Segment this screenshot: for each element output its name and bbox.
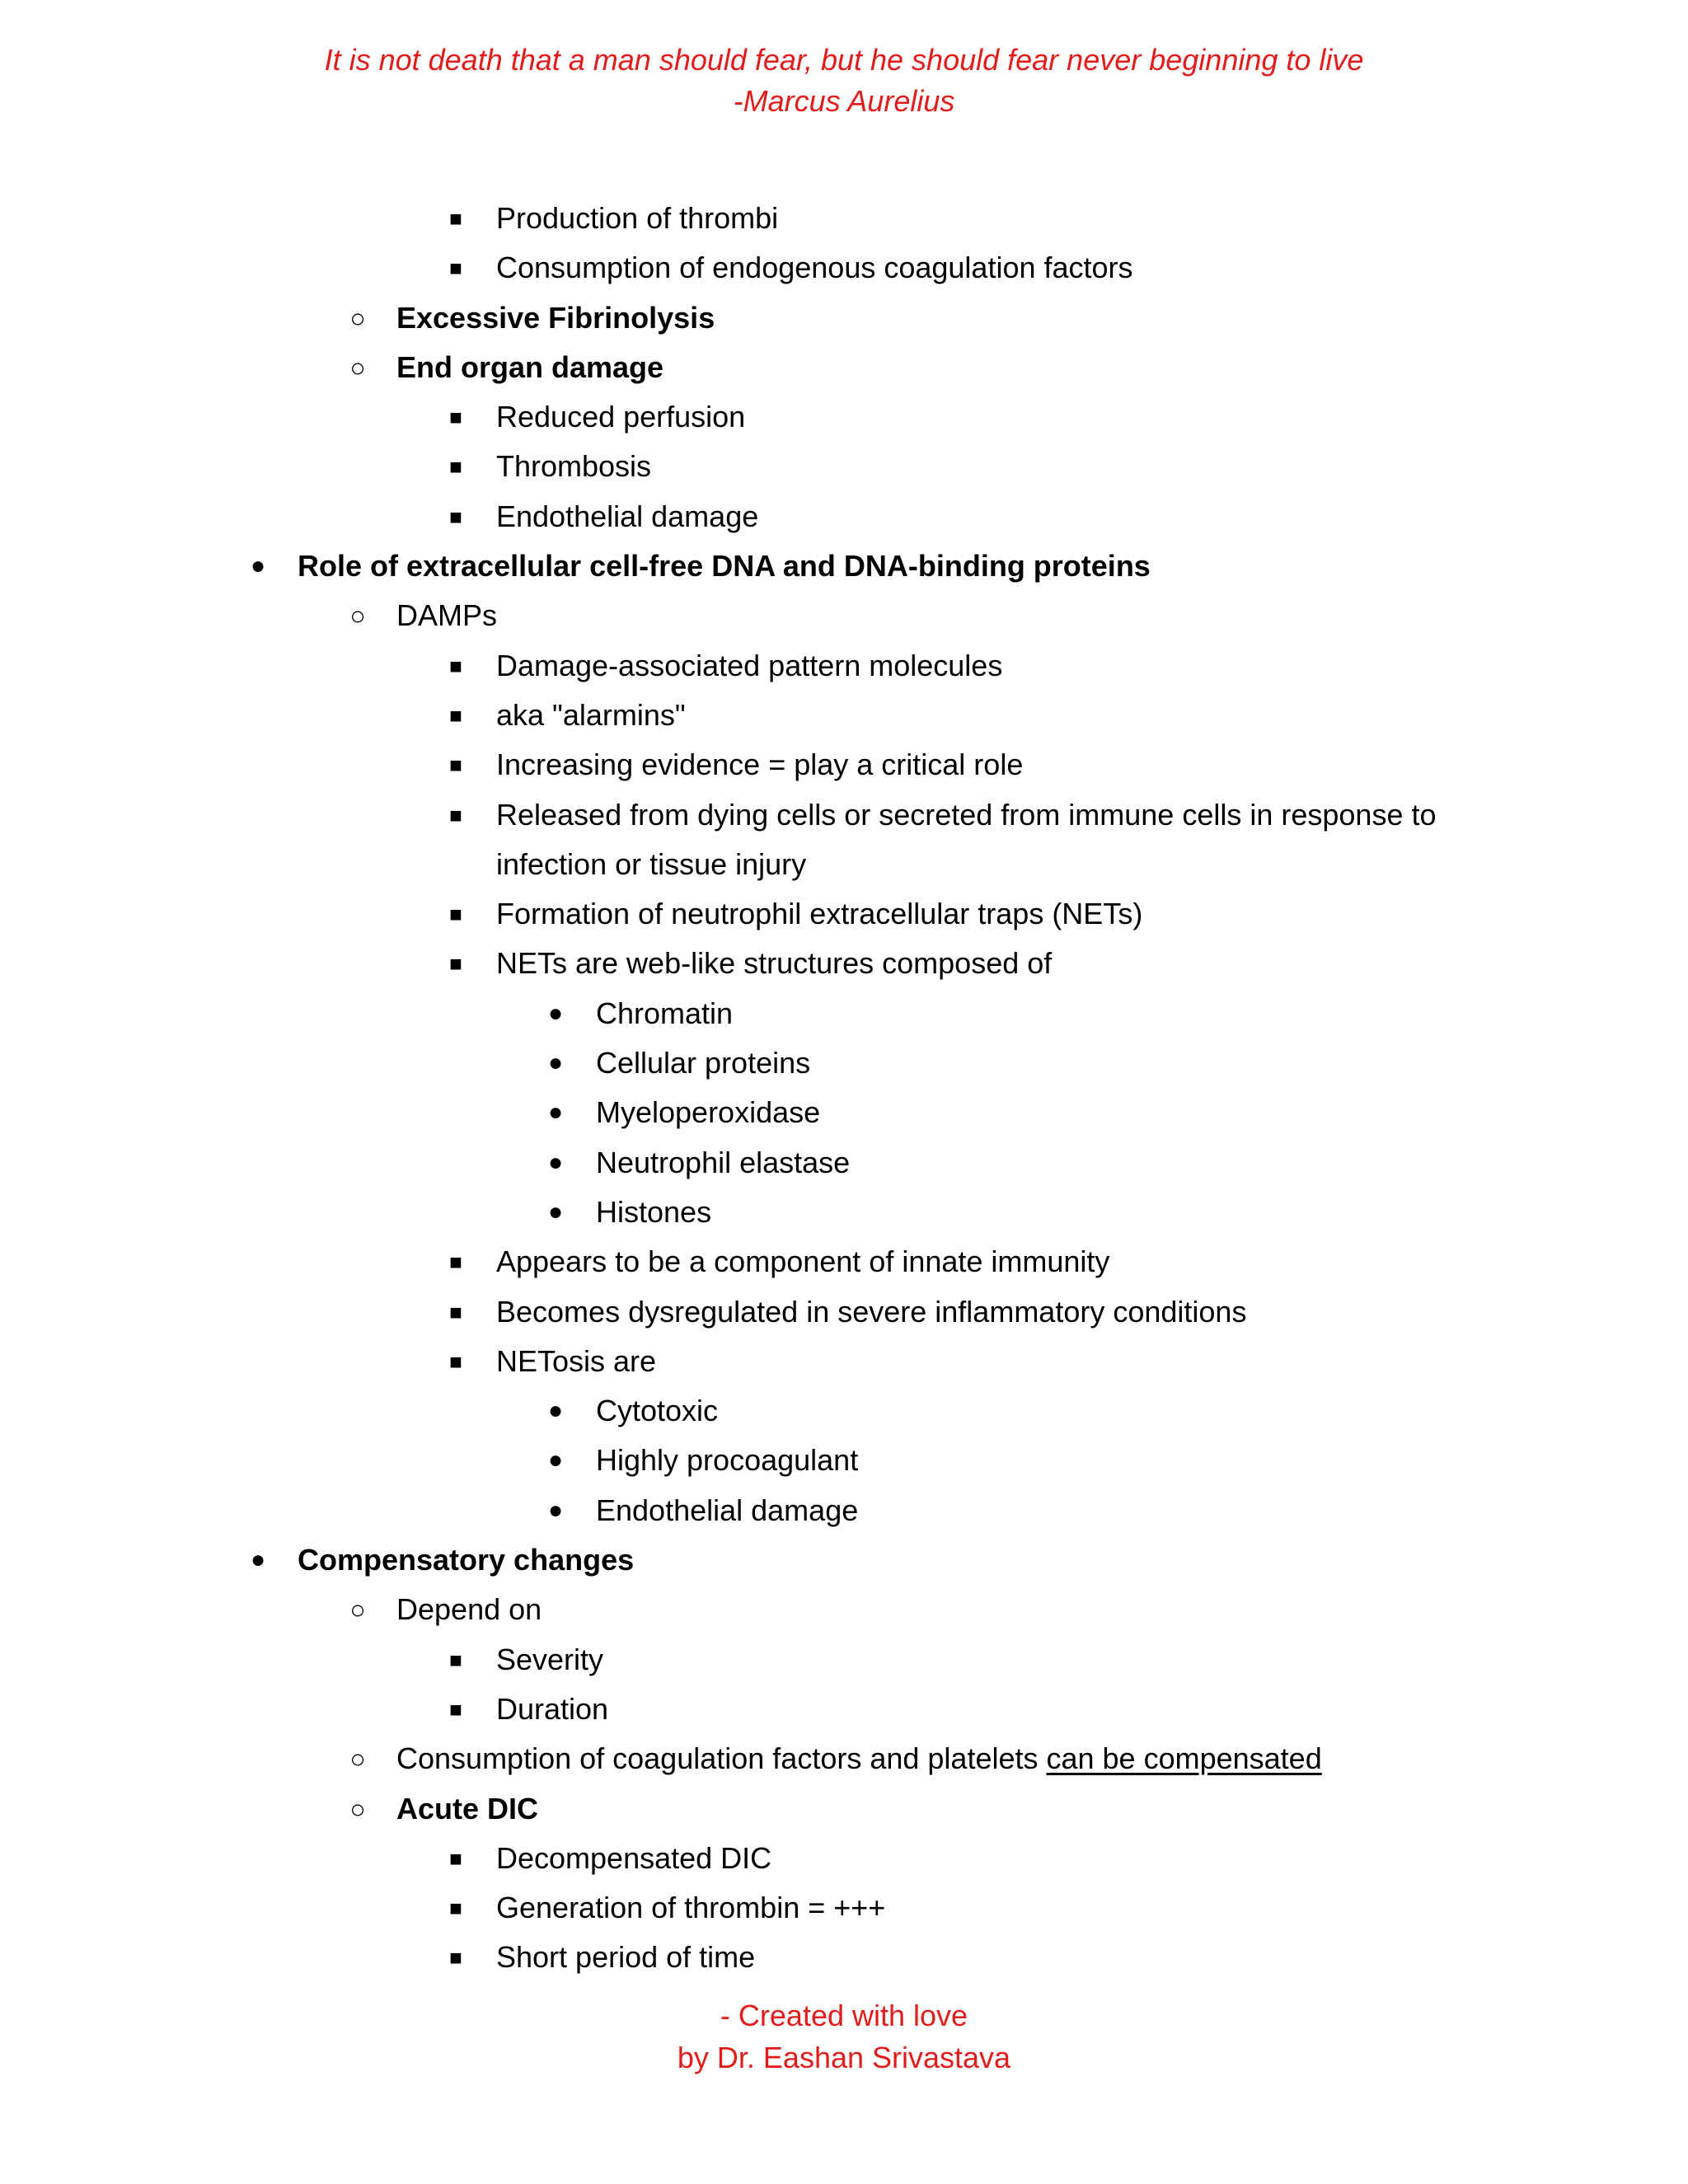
filled-circle-bullet-icon: ● xyxy=(250,1546,266,1574)
list-item-text: Damage-associated pattern molecules xyxy=(496,648,1003,682)
list-item-text: Severity xyxy=(496,1642,604,1676)
list-item-text: Reduced perfusion xyxy=(496,400,746,434)
list-item xyxy=(0,889,1688,939)
list-item-heading: Excessive Fibrinolysis xyxy=(396,300,715,335)
list-item xyxy=(0,1386,1688,1436)
square-bullet-icon: ■ xyxy=(449,405,462,430)
filled-circle-bullet-icon: ● xyxy=(547,1148,564,1176)
list-item xyxy=(0,1138,1688,1188)
filled-circle-bullet-icon: ● xyxy=(547,1397,564,1425)
list-item-text: Cytotoxic xyxy=(596,1394,719,1428)
section-heading: Compensatory changes xyxy=(298,1543,635,1577)
square-bullet-icon: ■ xyxy=(449,702,462,728)
list-item xyxy=(0,641,1688,691)
list-item-text: NETs are web-like structures composed of xyxy=(496,946,1053,981)
list-item-text: Histones xyxy=(596,1194,712,1229)
quote-text: It is not death that a man should fear, but he should fear never beginning to live xyxy=(324,43,1364,77)
list-item-heading: Acute DIC xyxy=(396,1791,539,1825)
list-item xyxy=(0,343,1688,392)
hollow-circle-bullet-icon: ○ xyxy=(349,302,366,333)
list-item xyxy=(0,1535,1688,1585)
filled-circle-bullet-icon: ● xyxy=(547,1446,564,1474)
quote-author: -Marcus Aurelius xyxy=(733,84,955,118)
list-item xyxy=(0,1734,1688,1783)
footer-line-2: by Dr. Eashan Srivastava xyxy=(677,2041,1011,2074)
list-item-text: Depend on xyxy=(396,1592,542,1627)
list-item-text: Cellular proteins xyxy=(596,1046,811,1080)
list-item xyxy=(0,1933,1688,1982)
list-item-text xyxy=(396,1734,1322,1783)
list-item-text: Short period of time xyxy=(496,1940,756,1975)
list-item xyxy=(0,1188,1688,1237)
square-bullet-icon: ■ xyxy=(449,504,462,529)
list-item-text: Appears to be a component of innate immunity xyxy=(496,1244,1110,1279)
list-item xyxy=(0,1784,1688,1834)
list-item xyxy=(0,541,1688,591)
list-item xyxy=(0,691,1688,740)
hollow-circle-bullet-icon: ○ xyxy=(349,1744,366,1774)
list-item-text: Becomes dysregulated in severe inflammatory conditions xyxy=(496,1294,1247,1329)
list-item-text-plain: Consumption of coagulation factors and platelets xyxy=(396,1741,1047,1776)
square-bullet-icon: ■ xyxy=(449,454,462,480)
underlined-phrase: can be compensated xyxy=(1046,1741,1322,1776)
quote-header xyxy=(0,40,1688,122)
list-item xyxy=(0,939,1688,988)
list-item xyxy=(0,1635,1688,1685)
list-item xyxy=(0,740,1688,790)
square-bullet-icon: ■ xyxy=(449,1896,462,1921)
list-item xyxy=(0,1883,1688,1933)
list-item xyxy=(0,1237,1688,1286)
hollow-circle-bullet-icon: ○ xyxy=(349,352,366,382)
list-item xyxy=(0,392,1688,442)
list-item xyxy=(0,194,1688,243)
list-item xyxy=(0,243,1688,293)
square-bullet-icon: ■ xyxy=(449,1696,462,1722)
list-item xyxy=(0,1287,1688,1337)
list-item xyxy=(0,1834,1688,1883)
notes-outline xyxy=(0,194,1688,1983)
square-bullet-icon: ■ xyxy=(449,951,462,977)
square-bullet-icon: ■ xyxy=(449,802,462,827)
list-item-text: Consumption of endogenous coagulation factors xyxy=(496,251,1133,285)
list-item xyxy=(0,492,1688,541)
square-bullet-icon: ■ xyxy=(449,1845,462,1871)
hollow-circle-bullet-icon: ○ xyxy=(349,1595,366,1625)
filled-circle-bullet-icon: ● xyxy=(547,1496,564,1524)
list-item-text: Released from dying cells or secreted from immune cells in response to infection or tissue injury xyxy=(496,797,1437,881)
filled-circle-bullet-icon: ● xyxy=(547,1099,564,1127)
list-item-text: Chromatin xyxy=(596,996,734,1030)
list-item-text: Generation of thrombin = +++ xyxy=(496,1891,886,1925)
credit-footer xyxy=(0,1994,1688,2079)
square-bullet-icon: ■ xyxy=(449,752,462,778)
list-item-text: Highly procoagulant xyxy=(596,1443,859,1478)
list-item-text: Endothelial damage xyxy=(596,1493,859,1527)
list-item-text: Thrombosis xyxy=(496,449,652,484)
list-item-text: Production of thrombi xyxy=(496,201,779,235)
square-bullet-icon: ■ xyxy=(449,1348,462,1374)
list-item-text: Endothelial damage xyxy=(496,499,759,533)
footer-line-1: - Created with love xyxy=(720,1999,968,2032)
list-item-text: aka "alarmins" xyxy=(496,697,686,732)
list-item xyxy=(0,1585,1688,1634)
square-bullet-icon: ■ xyxy=(449,1299,462,1324)
list-item xyxy=(0,1685,1688,1734)
list-item-text: Myeloperoxidase xyxy=(596,1095,821,1130)
square-bullet-icon: ■ xyxy=(449,902,462,927)
hollow-circle-bullet-icon: ○ xyxy=(349,601,366,631)
list-item xyxy=(0,1486,1688,1535)
list-item-text: Neutrophil elastase xyxy=(596,1145,851,1179)
square-bullet-icon: ■ xyxy=(449,255,462,281)
list-item-text: NETosis are xyxy=(496,1343,657,1378)
filled-circle-bullet-icon: ● xyxy=(547,1197,564,1226)
list-item xyxy=(0,591,1688,640)
list-item-text: Decompensated DIC xyxy=(496,1840,772,1875)
list-item xyxy=(0,1088,1688,1137)
list-item xyxy=(0,989,1688,1038)
list-item-heading: End organ damage xyxy=(396,349,664,384)
square-bullet-icon: ■ xyxy=(449,206,462,231)
list-item-text: Duration xyxy=(496,1691,609,1726)
filled-circle-bullet-icon: ● xyxy=(547,1049,564,1077)
list-item xyxy=(0,1337,1688,1386)
square-bullet-icon: ■ xyxy=(449,1945,462,1971)
list-item xyxy=(0,1038,1688,1088)
list-item xyxy=(0,1436,1688,1485)
section-heading: Role of extracellular cell-free DNA and DNA-binding proteins xyxy=(298,549,1151,583)
list-item xyxy=(0,790,1688,890)
hollow-circle-bullet-icon: ○ xyxy=(349,1793,366,1824)
list-item-text: DAMPs xyxy=(396,598,498,633)
square-bullet-icon: ■ xyxy=(449,1647,462,1672)
list-item-text: Increasing evidence = play a critical role xyxy=(496,748,1024,782)
list-item xyxy=(0,293,1688,343)
list-item xyxy=(0,442,1688,491)
list-item-text: Formation of neutrophil extracellular traps (NETs) xyxy=(496,897,1143,931)
filled-circle-bullet-icon: ● xyxy=(250,552,266,580)
filled-circle-bullet-icon: ● xyxy=(547,999,564,1027)
square-bullet-icon: ■ xyxy=(449,1249,462,1275)
square-bullet-icon: ■ xyxy=(449,653,462,678)
